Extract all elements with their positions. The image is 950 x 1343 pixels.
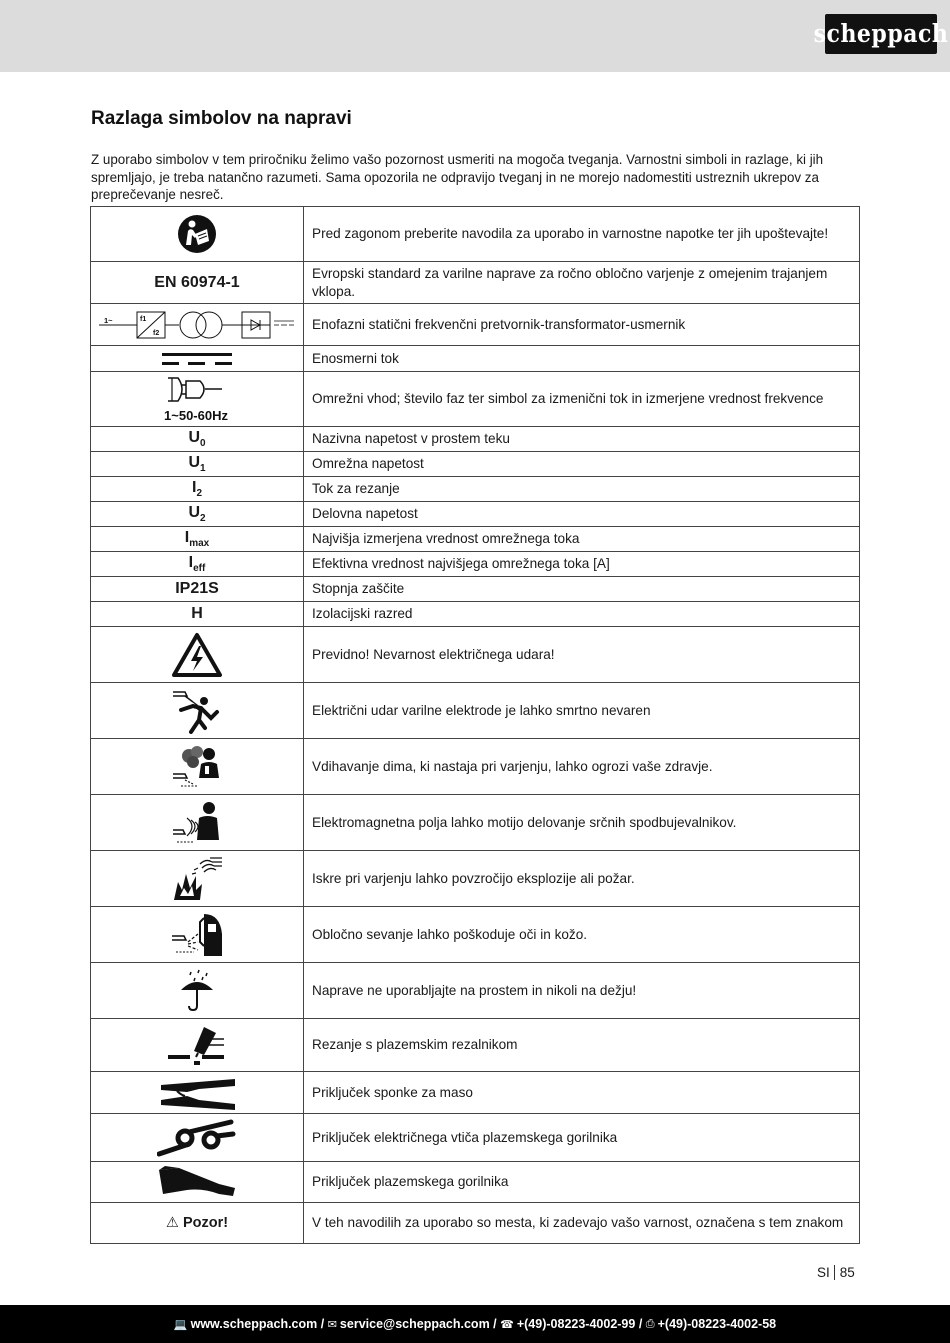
description-cell: Vdihavanje dima, ki nastaja pri varjenju, lahko ogrozi vaše zdravje. [304, 739, 860, 795]
footer-website[interactable]: www.scheppach.com [190, 1317, 318, 1331]
table-row [91, 1019, 860, 1072]
plasma-torch-icon [157, 1164, 237, 1200]
scheppach-logo: scheppach [825, 14, 937, 54]
direct-current-icon [162, 351, 232, 367]
description-cell: Evropski standard za varilne naprave za ročno obločno varjenje z omejenim trajanjem vklopa. [304, 262, 860, 304]
description-cell: Naprave ne uporabljajte na prostem in nikoli na dežju! [304, 963, 860, 1019]
table-row [91, 963, 860, 1019]
symbol-cell [91, 502, 304, 527]
description-cell: Previdno! Nevarnost električnega udara! [304, 627, 860, 683]
footer-phone: +(49)-08223-4002-99 [516, 1317, 636, 1331]
symbol-cell [91, 1072, 304, 1114]
phone-icon: ☎ [500, 1317, 514, 1331]
insulation-code: H [191, 605, 203, 622]
symbol-cell [91, 304, 304, 346]
table-row [91, 1072, 860, 1114]
intro-paragraph: Z uporabo simbolov v tem priročniku želimo vašo pozornost usmeriti na mogoča tveganja. Varnostni simboli in razlage, ki jih spremljajo, je treba natančno razumeti. Sama opozorila ne odpravijo tveganj in ne morejo nadomestiti ustreznih ukrepov za preprečevanje nesreč. [91, 152, 824, 202]
freq-label-2: f2 [153, 329, 160, 337]
symbol-cell [91, 552, 304, 577]
symbol-cell [91, 907, 304, 963]
symbol-cell [91, 427, 304, 452]
table-row [91, 452, 860, 477]
description-cell: Obločno sevanje lahko poškoduje oči in kožo. [304, 907, 860, 963]
table-row [91, 502, 860, 527]
symbol-cell [91, 739, 304, 795]
description-cell: Rezanje s plazemskim rezalnikom [304, 1019, 860, 1072]
arc-radiation-icon [170, 912, 224, 958]
description-cell: Omrežni vhod; število faz ter simbol za izmenični tok in izmerjene vrednost frekvence [304, 372, 860, 427]
table-row [91, 262, 860, 304]
table-row [91, 304, 860, 346]
table-row [91, 739, 860, 795]
symbol-cell [91, 1114, 304, 1162]
table-row [91, 683, 860, 739]
warning-triangle-icon: ⚠ [165, 1215, 179, 1231]
description-cell: Električni udar varilne elektrode je lahko smrtno nevaren [304, 683, 860, 739]
description-cell: Priključek sponke za maso [304, 1072, 860, 1114]
protection-code: IP21S [175, 580, 219, 597]
table-row [91, 907, 860, 963]
symbol-code: $U_0$ [188, 429, 206, 449]
footer-fax: +(49)-08223-4002-58 [657, 1317, 777, 1331]
top-bar [0, 0, 950, 72]
table-row [91, 552, 860, 577]
read-manual-icon [177, 214, 217, 254]
symbol-cell [91, 262, 304, 304]
description-cell: Stopnja zaščite [304, 577, 860, 602]
page-number: SI 85 [817, 1265, 855, 1280]
table-row [91, 207, 860, 262]
description-cell: Priključek plazemskega gorilnika [304, 1162, 860, 1203]
sparks-explosion-icon [170, 856, 224, 902]
welding-fumes-icon [171, 744, 223, 790]
torch-plug-icon [157, 1118, 237, 1158]
table-row [91, 851, 860, 907]
table-row [91, 1162, 860, 1203]
symbol-cell [91, 527, 304, 552]
description-cell: Pred zagonom preberite navodila za uporabo in varnostne napotke ter jih upoštevajte! [304, 207, 860, 262]
fax-icon: ⎙ [645, 1317, 655, 1330]
symbol-code: $I_{max}$ [184, 529, 210, 549]
symbol-cell [91, 1203, 304, 1244]
mains-input-icon [162, 375, 232, 423]
symbol-cell [91, 346, 304, 372]
description-cell: Efektivna vrednost najvišjega omrežnega toka [A] [304, 552, 860, 577]
description-cell: Tok za rezanje [304, 477, 860, 502]
symbol-cell [91, 963, 304, 1019]
description-cell: Iskre pri varjenju lahko povzročijo eksplozije ali požar. [304, 851, 860, 907]
description-cell: Delovna napetost [304, 502, 860, 527]
description-cell: V teh navodilih za uporabo so mesta, ki zadevajo vašo varnost, označena s tem znakom [304, 1203, 860, 1244]
computer-icon: 💻 [173, 1317, 188, 1331]
table-row [91, 1114, 860, 1162]
symbol-cell [91, 851, 304, 907]
table-row [91, 577, 860, 602]
electrode-shock-icon [171, 688, 223, 734]
description-cell: Priključek električnega vtiča plazemskega gorilnika [304, 1114, 860, 1162]
description-cell: Izolacijski razred [304, 602, 860, 627]
freq-label-1: f1 [140, 315, 147, 323]
symbols-table [90, 206, 860, 1244]
symbol-cell [91, 452, 304, 477]
symbol-code: $I_{eff}$ [188, 554, 206, 574]
symbol-cell [91, 602, 304, 627]
table-row [91, 346, 860, 372]
email-icon: ✉ [327, 1317, 337, 1331]
symbol-code: $U_2$ [188, 504, 206, 524]
symbol-cell [91, 577, 304, 602]
table-row [91, 795, 860, 851]
table-row [91, 1203, 860, 1244]
ground-clamp-icon [159, 1076, 235, 1110]
table-row [91, 477, 860, 502]
table-row [91, 527, 860, 552]
page-title: Razlaga simbolov na napravi [91, 108, 352, 129]
symbol-cell [91, 477, 304, 502]
plasma-cutting-icon [168, 1025, 226, 1065]
standard-code: EN 60974-1 [154, 273, 240, 291]
table-row [91, 427, 860, 452]
description-cell: Nazivna napetost v prostem teku [304, 427, 860, 452]
table-row [91, 372, 860, 427]
symbol-cell [91, 627, 304, 683]
mains-freq-label: 1~50-60Hz [164, 408, 229, 423]
pacemaker-emf-icon [171, 800, 223, 846]
table-row [91, 627, 860, 683]
warning-label: ⚠ Pozor! [165, 1215, 229, 1231]
description-cell: Enosmerni tok [304, 346, 860, 372]
table-row [91, 602, 860, 627]
footer-email[interactable]: service@scheppach.com [339, 1317, 490, 1331]
description-cell: Enofazni statični frekvenčni pretvornik-transformator-usmernik [304, 304, 860, 346]
symbol-code: $I_2$ [191, 479, 202, 499]
symbol-cell [91, 683, 304, 739]
symbol-cell [91, 1019, 304, 1072]
symbol-code: $U_1$ [188, 454, 206, 474]
symbol-cell [91, 207, 304, 262]
symbol-cell [91, 1162, 304, 1203]
symbol-cell [91, 372, 304, 427]
no-rain-icon [177, 968, 217, 1014]
phase-label: 1~ [104, 315, 113, 325]
symbol-cell [91, 795, 304, 851]
inverter-transformer-rectifier-icon [99, 309, 295, 341]
electric-hazard-icon [171, 632, 223, 678]
description-cell: Omrežna napetost [304, 452, 860, 477]
description-cell: Elektromagnetna polja lahko motijo delovanje srčnih spodbujevalnikov. [304, 795, 860, 851]
footer-bar: 💻 www.scheppach.com / ✉ service@scheppach.com / ☎ +(49)-08223-4002-99 / ⎙ +(49)-08223-4002-58 [0, 1305, 950, 1343]
description-cell: Najvišja izmerjena vrednost omrežnega toka [304, 527, 860, 552]
